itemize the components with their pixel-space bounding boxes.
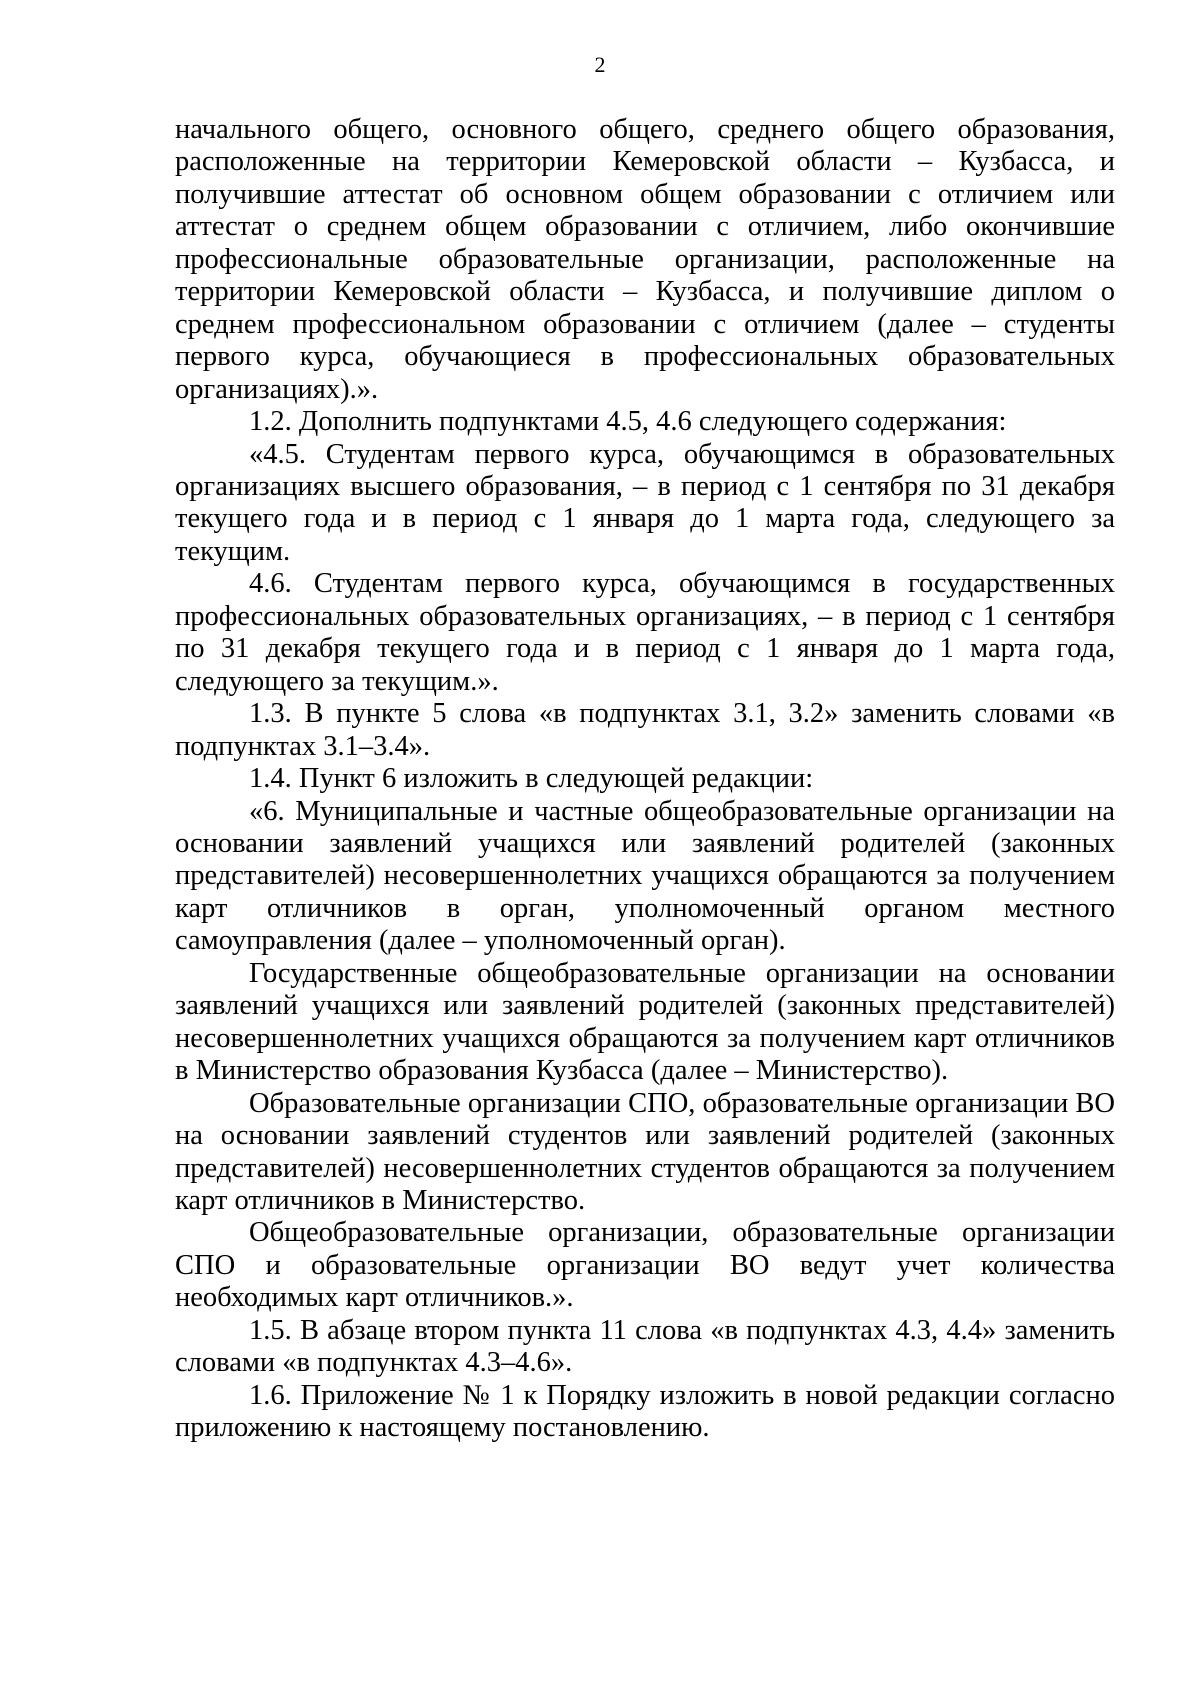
paragraph-item-1-3: 1.3. В пункте 5 слова «в подпунктах 3.1, 3.2» заменить словами «в подпунктах 3.1–3.4». xyxy=(175,698,1115,762)
document-body xyxy=(175,114,1115,1445)
paragraph-item-4-6: 4.6. Студентам первого курса, обучающимся в государственных профессиональных образовательных организациях, – в период с 1 сентября по 31 декабря текущего года и в период с 1 января до 1 марта года, следующего за текущим.». xyxy=(175,568,1115,697)
paragraph-item-1-5: 1.5. В абзаце втором пункта 11 слова «в подпунктах 4.3, 4.4» заменить словами «в подпунктах 4.3–4.6». xyxy=(175,1314,1115,1379)
paragraph-item-1-4: 1.4. Пункт 6 изложить в следующей редакции: xyxy=(249,763,814,795)
page-number: 2 xyxy=(594,52,606,77)
paragraph-cards-accounting: Общеобразовательные организации, образовательные организации СПО и образовательные организации ВО ведут учет количества необходимых карт отличников.». xyxy=(175,1217,1115,1314)
paragraph-item-1-2: 1.2. Дополнить подпунктами 4.5, 4.6 следующего содержания: xyxy=(249,406,1007,438)
paragraph-item-4-5: «4.5. Студентам первого курса, обучающимся в образовательных организациях высшего образования, – в период с 1 сентября по 31 декабря текущего года и в период с 1 января до 1 марта года, следующего за текущим. xyxy=(175,438,1115,567)
paragraph-continuation: начального общего, основного общего, среднего общего образования, расположенные на территории Кемеровской области – Кузбасса, и получившие аттестат об основном общем образовании с отличием или аттестат о среднем общем образовании с отличием, либо окончившие профессиональные образовательные организации, расположенные на территории Кемеровской области – Кузбасса, и получившие диплом о среднем профессиональном образовании с отличием (далее – студенты первого курса, обучающиеся в профессиональных образовательных организациях).». xyxy=(175,114,1115,405)
paragraph-item-6: «6. Муниципальные и частные общеобразовательные организации на основании заявлений учащихся или заявлений родителей (законных представителей) несовершеннолетних учащихся обращаются за получением карт отличников в орган, уполномоченный органом местного самоуправления (далее – уполномоченный орган). xyxy=(175,795,1115,957)
paragraph-item-1-6: 1.6. Приложение № 1 к Порядку изложить в новой редакции согласно приложению к настоящему постановлению. xyxy=(175,1379,1115,1444)
paragraph-spo-vo-organizations: Образовательные организации СПО, образовательные организации ВО на основании заявлений студентов или заявлений родителей (законных представителей) несовершеннолетних студентов обращаются за получением карт отличников в Министерство. xyxy=(175,1087,1115,1216)
paragraph-state-organizations: Государственные общеобразовательные организации на основании заявлений учащихся или заявлений родителей (законных представителей) несовершеннолетних учащихся обращаются за получением карт отличников в Министерство образования Кузбасса (далее – Министерство). xyxy=(175,957,1115,1087)
